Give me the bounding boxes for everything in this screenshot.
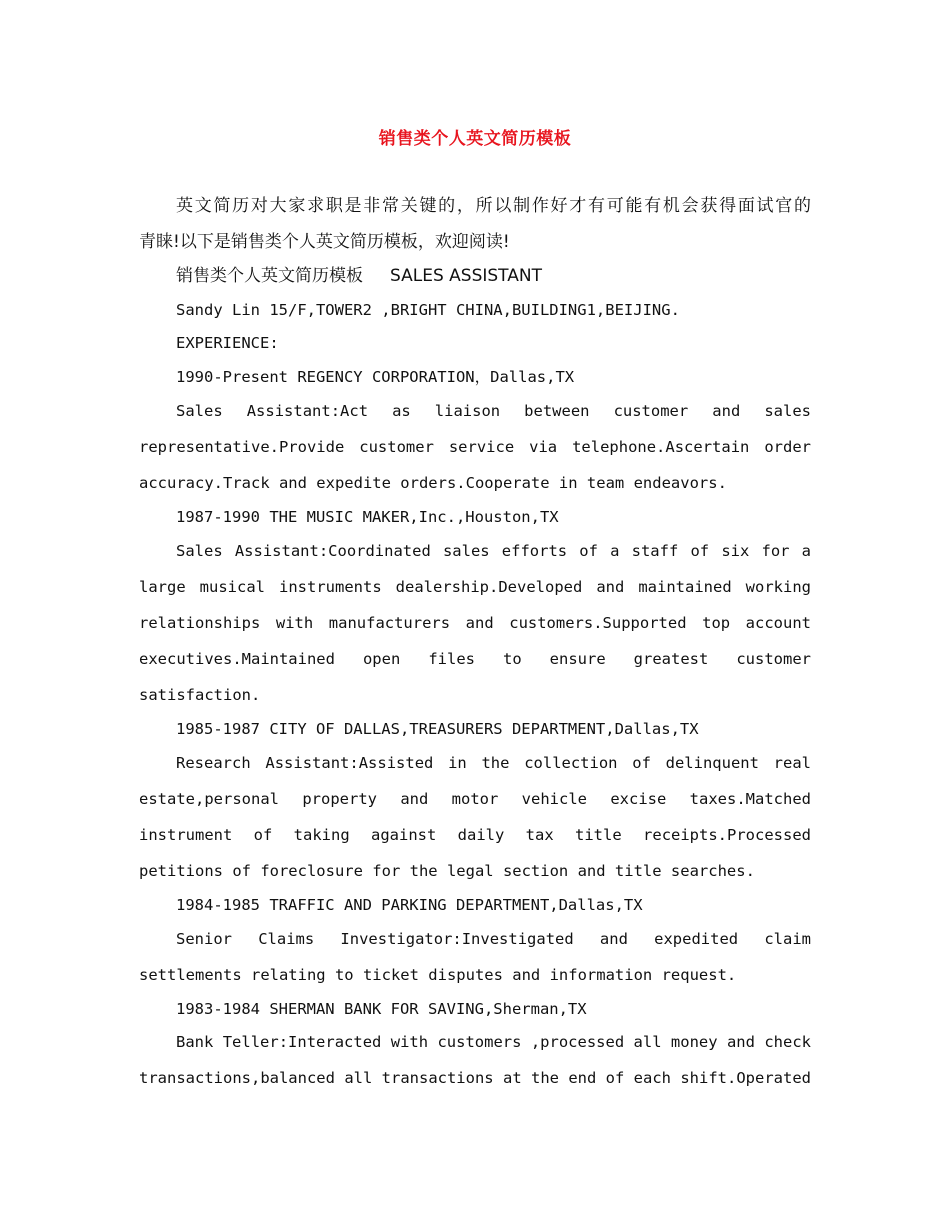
job-description-line: Bank Teller:Interacted with customers ,processed all money and check	[176, 1033, 811, 1051]
job-description-line: representative.Provide customer service via telephone.Ascertain order	[139, 438, 811, 456]
resume-heading: 销售类个人英文简历模板 SALES ASSISTANT	[176, 266, 542, 286]
job-header: 1984-1985 TRAFFIC AND PARKING DEPARTMENT,Dallas,TX	[176, 896, 643, 914]
job-description-line: executives.Maintained open files to ensure greatest customer	[139, 650, 811, 668]
job-description-line: estate,personal property and motor vehicle excise taxes.Matched	[139, 790, 811, 808]
job-header: 1983-1984 SHERMAN BANK FOR SAVING,Sherman,TX	[176, 1000, 587, 1018]
job-description-line: relationships with manufacturers and customers.Supported top account	[139, 614, 811, 632]
job-description-line: accuracy.Track and expedite orders.Cooperate in team endeavors.	[139, 474, 727, 492]
job-header: 1990-Present REGENCY CORPORATION，Dallas,TX	[176, 368, 575, 386]
job-description-line: Research Assistant:Assisted in the collection of delinquent real	[176, 754, 811, 772]
job-header: 1985-1987 CITY OF DALLAS,TREASURERS DEPARTMENT,Dallas,TX	[176, 720, 699, 738]
experience-label: EXPERIENCE:	[176, 334, 279, 352]
intro-line: 英文简历对大家求职是非常关键的，所以制作好才有可能有机会获得面试官的	[176, 196, 811, 216]
job-description-line: Sales Assistant:Act as liaison between customer and sales	[176, 402, 811, 420]
job-description-line: petitions of foreclosure for the legal section and title searches.	[139, 862, 755, 880]
job-description-line: instrument of taking against daily tax title receipts.Processed	[139, 826, 811, 844]
job-header: 1987-1990 THE MUSIC MAKER,Inc.,Houston,TX	[176, 508, 559, 526]
job-description-line: Senior Claims Investigator:Investigated and expedited claim	[176, 930, 811, 948]
document-title: 销售类个人英文简历模板	[378, 129, 572, 149]
job-description-line: transactions,balanced all transactions at the end of each shift.Operated	[139, 1069, 811, 1087]
job-description-line: Sales Assistant:Coordinated sales efforts of a staff of six for a	[176, 542, 811, 560]
job-description-line: large musical instruments dealership.Developed and maintained working	[139, 578, 811, 596]
job-description-line: settlements relating to ticket disputes and information request.	[139, 966, 737, 984]
job-description-line: satisfaction.	[139, 686, 261, 704]
intro-line: 青睐!以下是销售类个人英文简历模板，欢迎阅读!	[139, 232, 510, 252]
contact-address: Sandy Lin 15/F,TOWER2 ,BRIGHT CHINA,BUILDING1,BEIJING.	[176, 301, 680, 319]
